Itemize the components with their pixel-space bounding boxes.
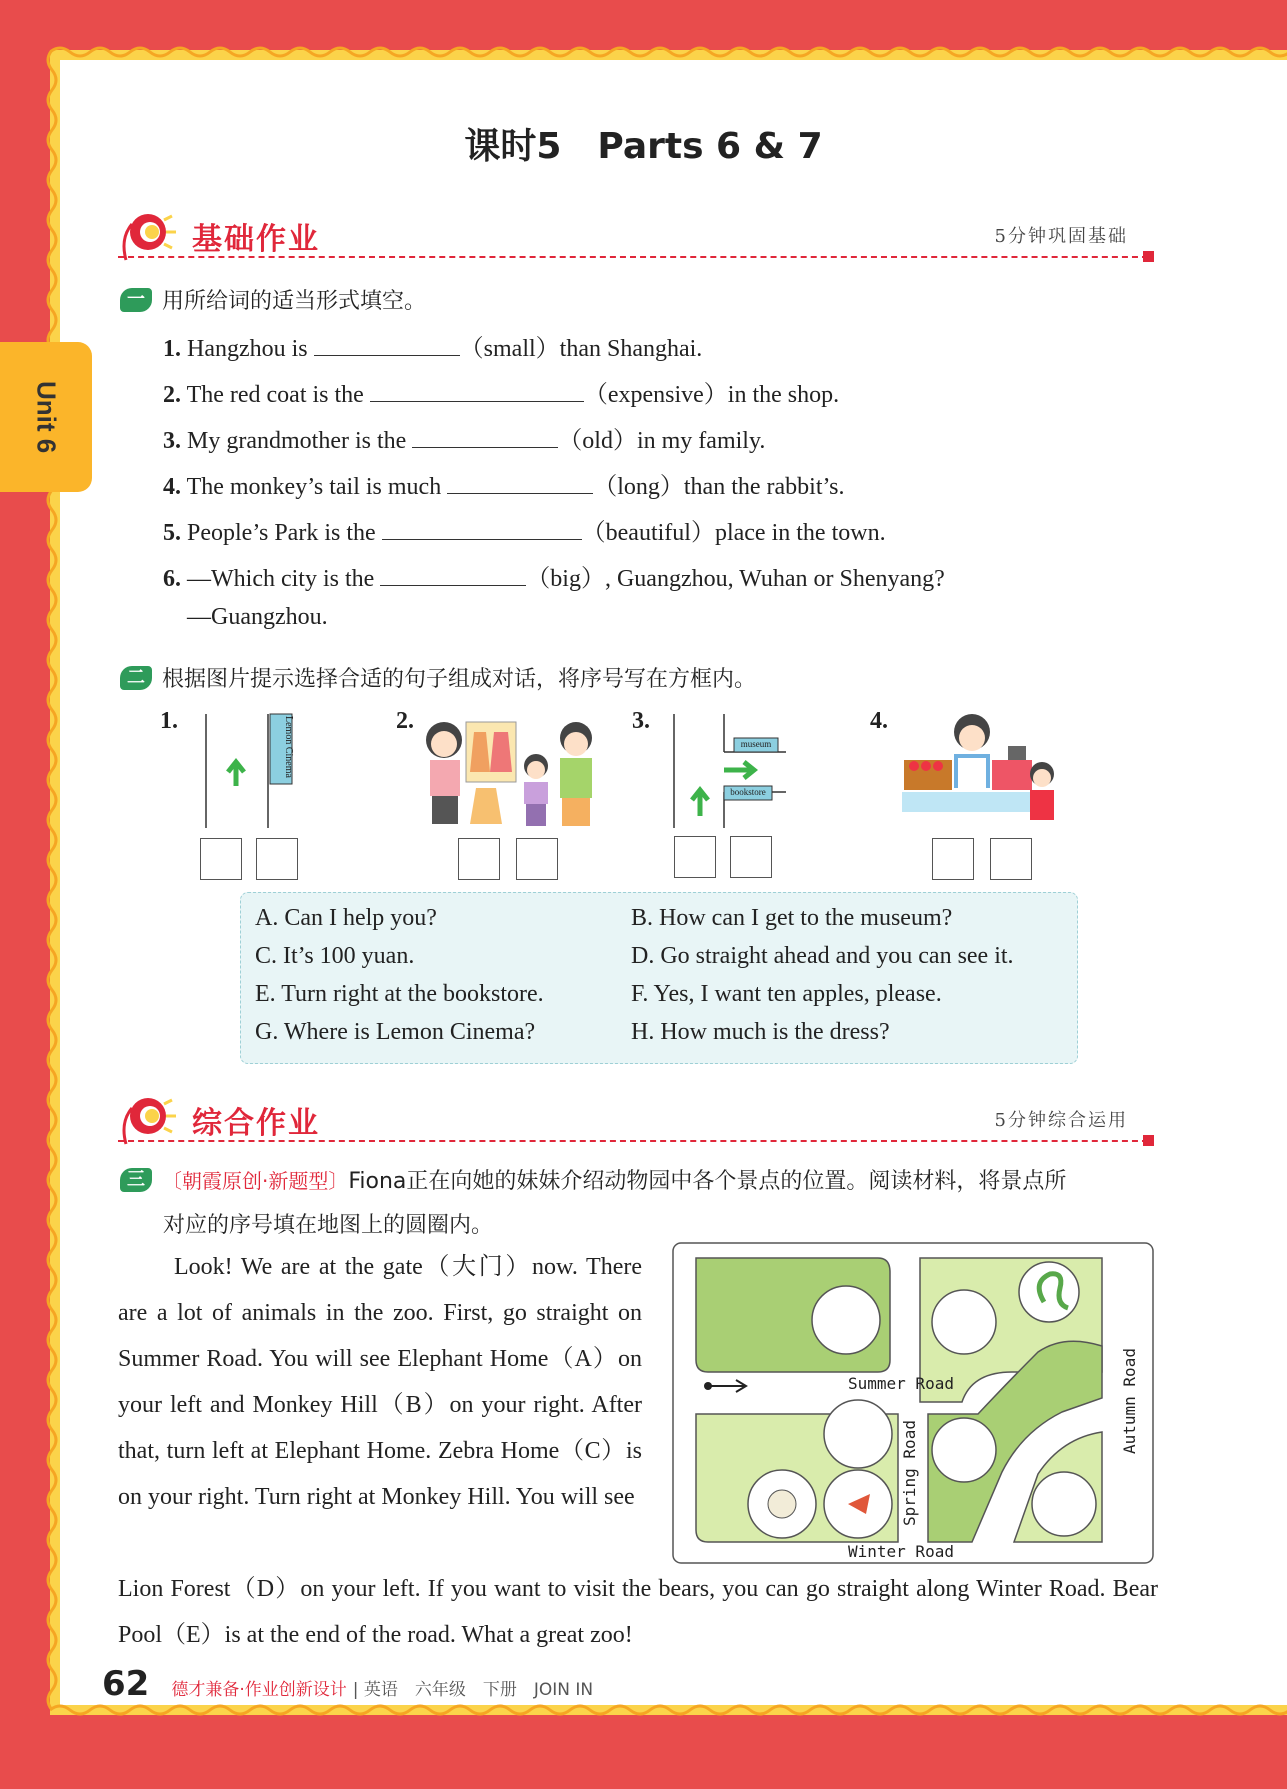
unit-tab — [0, 342, 92, 492]
fill-item-text: Hangzhou is — [181, 336, 314, 362]
section-basic-label: 基础作业 — [192, 222, 320, 257]
answer-blank[interactable] — [412, 425, 558, 448]
fill-item-num: 5. — [163, 520, 181, 546]
picture-4-fruit-stall-illustration — [902, 708, 1066, 828]
question-3-instruction-line2: 对应的序号填在地图上的圆圈内。 — [163, 1213, 494, 1238]
unit-tab-label: Unit 6 — [31, 380, 62, 454]
question-2-instruction: 根据图片提示选择合适的句子组成对话，将序号写在方框内。 — [162, 667, 757, 692]
answer-box-1b[interactable] — [256, 838, 298, 880]
section-comprehensive-note: 5分钟综合运用 — [994, 1110, 1128, 1131]
option-e: E. Turn right at the bookstore. — [255, 981, 544, 1007]
spring-road-label: Spring Road — [900, 1420, 919, 1526]
answer-box-3a[interactable] — [674, 836, 716, 878]
section-comprehensive-header — [118, 1092, 1158, 1152]
fill-item-num: 3. — [163, 428, 181, 454]
section-basic-header — [118, 208, 1158, 268]
picture-4-number: 4. — [870, 708, 888, 734]
answer-box-4a[interactable] — [932, 838, 974, 880]
answer-box-2a[interactable] — [458, 838, 500, 880]
question-3-number: 三 — [120, 1168, 152, 1192]
picture-3-street — [668, 712, 788, 830]
fill-item-6-answer: —Guangzhou. — [187, 604, 328, 630]
question-1-instruction: 用所给词的适当形式填空。 — [162, 289, 427, 314]
answer-blank[interactable] — [380, 563, 526, 586]
answer-box-3b[interactable] — [730, 836, 772, 878]
section-comprehensive-label: 综合作业 — [192, 1106, 320, 1141]
divider-endcap — [1143, 251, 1154, 262]
section-basic-note: 5分钟巩固基础 — [994, 226, 1128, 247]
answer-box-1a[interactable] — [200, 838, 242, 880]
page-number: 62 — [102, 1664, 150, 1704]
option-h: H. How much is the dress? — [631, 1019, 890, 1045]
fill-item-num: 6. — [163, 566, 181, 592]
question-2-number: 二 — [120, 666, 152, 690]
option-c: C. It’s 100 yuan. — [255, 943, 415, 969]
picture-3-number: 3. — [632, 708, 650, 734]
fill-item-hint: （small）than Shanghai. — [459, 336, 703, 362]
options-panel — [240, 892, 1078, 1064]
fill-item-num: 4. — [163, 474, 181, 500]
autumn-road-label: Autumn Road — [1120, 1348, 1139, 1454]
summer-road-label: Summer Road — [848, 1374, 954, 1393]
fill-item-5 — [163, 512, 886, 547]
divider-endcap — [1143, 1135, 1154, 1146]
lemon-cinema-sign: Lemon Cinema — [283, 716, 294, 778]
section-divider — [118, 1140, 1148, 1142]
question-3-header — [120, 1164, 1170, 1195]
fill-item-num: 1. — [163, 336, 181, 362]
option-a: A. Can I help you? — [255, 905, 437, 931]
museum-sign: museum — [740, 739, 772, 749]
picture-2-number: 2. — [396, 708, 414, 734]
question-3-tag: 〔朝霞原创·新题型〕 — [162, 1169, 349, 1193]
question-2-header — [120, 662, 756, 693]
fill-item-hint: （old）in my family. — [558, 428, 766, 454]
fill-item-4 — [163, 466, 845, 501]
fill-item-text: People’s Park is the — [181, 520, 382, 546]
section-divider — [118, 256, 1148, 258]
option-b: B. How can I get to the museum? — [631, 905, 953, 931]
fill-item-hint: （big）, Guangzhou, Wuhan or Shenyang? — [526, 566, 945, 592]
page-footer — [102, 1664, 593, 1704]
footer-brand: 德才兼备·作业创新设计 — [171, 1680, 347, 1700]
winter-road-label: Winter Road — [848, 1542, 954, 1561]
fill-item-text: The monkey’s tail is much — [181, 474, 448, 500]
fill-item-2 — [163, 374, 839, 409]
fill-item-6 — [163, 558, 945, 593]
fill-item-text: —Which city is the — [181, 566, 381, 592]
answer-blank[interactable] — [447, 471, 593, 494]
answer-box-4b[interactable] — [990, 838, 1032, 880]
fill-item-hint: （beautiful）place in the town. — [581, 520, 886, 546]
option-f: F. Yes, I want ten apples, please. — [631, 981, 942, 1007]
fill-item-3 — [163, 420, 765, 455]
passage-bottom: Lion Forest（D）on your left. If you want to visit the bears, you can go straight along Winter Road. Bear Pool（E）is at the end of the road. What a great zoo! — [118, 1576, 1158, 1648]
picture-1-number: 1. — [160, 708, 178, 734]
fill-item-text: The red coat is the — [181, 382, 370, 408]
answer-blank[interactable] — [370, 379, 584, 402]
picture-2-shop-illustration — [416, 712, 604, 830]
fill-item-num: 2. — [163, 382, 181, 408]
answer-blank[interactable] — [382, 517, 582, 540]
fill-item-hint: （long）than the rabbit’s. — [593, 474, 845, 500]
answer-box-2b[interactable] — [516, 838, 558, 880]
answer-blank[interactable] — [314, 333, 460, 356]
footer-book-info: | 英语 六年级 下册 JOIN IN — [352, 1680, 594, 1700]
question-1-number: 一 — [120, 288, 152, 312]
passage-top: Look! We are at the gate（大门）now. There are a lot of animals in the zoo. First, go straight on Summer Road. You will see Elephant Home（A）on your left and Monkey Hill（B）on your right. After that, turn left at Elephant Home. Zebra Home（C）is on your right. Turn right at Monkey Hill. You will see — [118, 1254, 642, 1510]
question-3-instruction: Fiona正在向她的妹妹介绍动物园中各个景点的位置。阅读材料，将景点所 — [348, 1169, 1067, 1194]
question-1-header — [120, 284, 426, 315]
fill-item-text: My grandmother is the — [181, 428, 413, 454]
bookstore-sign: bookstore — [730, 787, 766, 797]
option-g: G. Where is Lemon Cinema? — [255, 1019, 536, 1045]
page-title: 课时5 Parts 6 & 7 — [464, 126, 823, 167]
fill-item-hint: （expensive）in the shop. — [583, 382, 840, 408]
fill-item-1 — [163, 328, 702, 363]
option-d: D. Go straight ahead and you can see it. — [631, 943, 1014, 969]
